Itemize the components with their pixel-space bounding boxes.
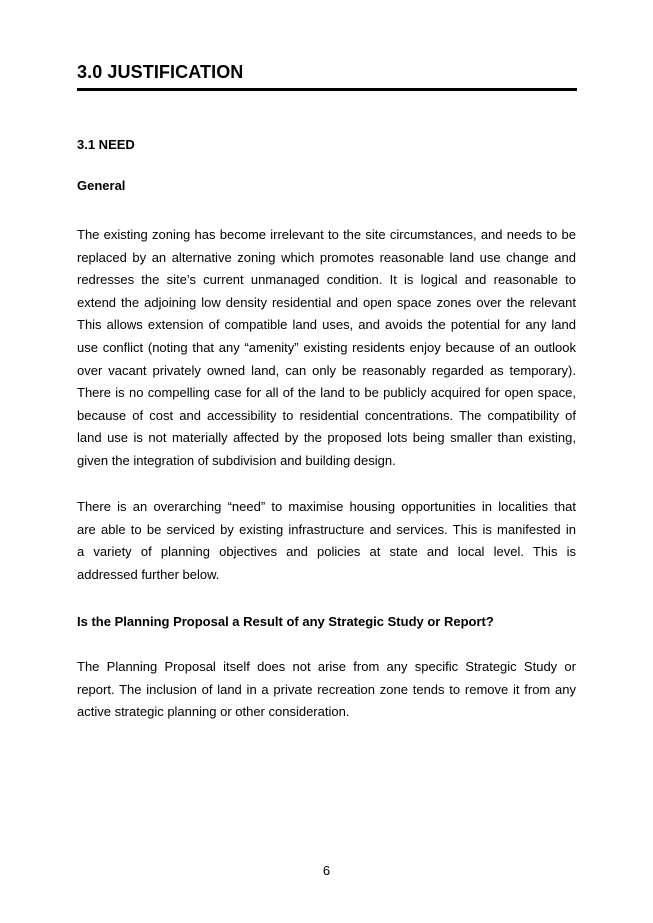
subsection-title: 3.1 NEED: [77, 137, 135, 152]
paragraph-line: The existing zoning has become irrelevant to the site circumstances, and needs to be: [77, 227, 576, 242]
paragraph-line: This allows extension of compatible land uses, and avoids the potential for any land: [77, 317, 576, 333]
paragraph-line: There is an overarching “need” to maximise housing opportunities in localities that: [77, 499, 576, 514]
paragraph-line: active strategic planning or other consideration.: [77, 704, 350, 720]
paragraph-line: are able to be serviced by existing infrastructure and services. This is manifested in: [77, 521, 576, 537]
paragraph-line: because of cost and accessibility to residential concentrations. The compatibility of: [77, 407, 576, 423]
general-paragraph-1: [77, 224, 576, 473]
paragraph-line: replaced by an alternative zoning which promotes reasonable land use change and: [77, 249, 576, 265]
paragraph-line: over vacant privately owned land, can only be reasonably regarded as temporary).: [77, 362, 576, 378]
paragraph-line: use conflict (noting that any “amenity” existing residents enjoy because of an outlook: [77, 339, 576, 355]
paragraph-line: extend the adjoining low density residential and open space zones over the relevant: [77, 294, 576, 310]
page-number: 6: [322, 863, 331, 878]
section-title: 3.0 JUSTIFICATION: [77, 62, 244, 82]
paragraph-line: addressed further below.: [77, 566, 220, 582]
paragraph-line: given the integration of subdivision and building design.: [77, 452, 396, 468]
general-paragraph-2: [77, 496, 576, 586]
paragraph-line: report. The inclusion of land in a private recreation zone tends to remove it from any: [77, 681, 576, 697]
strategic-paragraph: [77, 656, 576, 724]
paragraph-line: There is no compelling case for all of the land to be publicly acquired for open space,: [77, 385, 576, 401]
general-heading: General: [77, 178, 126, 193]
strategic-study-heading: Is the Planning Proposal a Result of any Strategic Study or Report?: [77, 614, 494, 629]
paragraph-line: redresses the site’s current unmanaged condition. It is logical and reasonable to: [77, 272, 576, 288]
paragraph-line: The Planning Proposal itself does not arise from any specific Strategic Study or: [77, 659, 576, 674]
title-underline: [77, 88, 577, 91]
paragraph-line: land use is not materially affected by the proposed lots being smaller than existing,: [77, 430, 576, 446]
paragraph-line: a variety of planning objectives and policies at state and local level. This is: [77, 544, 576, 560]
